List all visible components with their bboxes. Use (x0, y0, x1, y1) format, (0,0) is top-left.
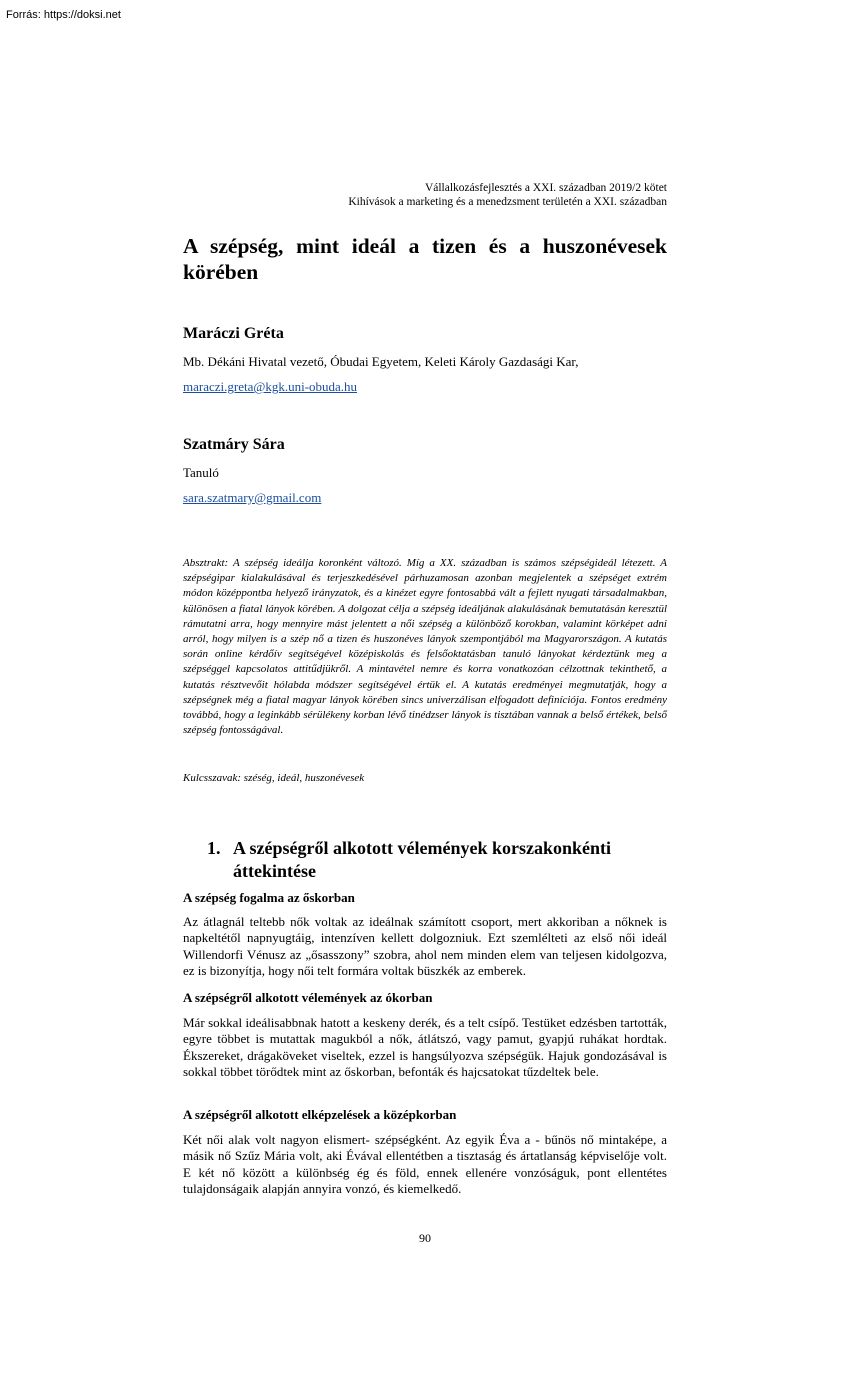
paragraph: Már sokkal ideálisabbnak hatott a keskeny derék, és a telt csípő. Testüket edzésben tartották, egyre többet is mutattak magukból a nők, átlátszó, vagy pamut, gyapjú ruhákat hordtak. Ékszereket, drágaköveket viseltek, ezzel is hangsúlyozva szépségük. Hajuk gondozásával is sokkal többet törődtek mint az őskorban, befonták és hajcsatokat tűzdeltek bele. (183, 1015, 667, 1080)
section-number: 1. (207, 838, 221, 858)
abstract: Absztrakt: A szépség ideálja koronként változó. Míg a XX. században is számos szépségideál létezett. A szépségipar kialakulásával és terjeszkedésével párhuzamosan azonban megjelentek a szépséget extrém módon középpontba helyező irányzatok, és a kinézet egyre fontosabbá vált a fejlett nyugati társadalmakban, különösen a fiatal lányok körében. A dolgozat célja a szépség ideáljának alakulásának bemutatásán keresztül rámutatni arra, hogy mennyire mást jelentett a női szépség a különböző korokban, valamint körképet adni arról, hogy milyen is a szép nő a tizen és huszonéves lányok szempontjából ma Magyarországon. A kutatás során online kérdőív segítségével középiskolás és felsőoktatásban tanuló lányokat kérdeztünk meg a szépséggel kapcsolatos attitűdjükről. A mintavétel nemre és korra vonatkozóan célzottnak tekinthető, a kutatás résztvevőit hólabda módszer segítségével értük el. A kutatás eredményei megmutatják, hogy a szépségnek még a fiatal magyar lányok körében sincs univerzálisan elfogadott definíciója. Fontos eredmény továbbá, hogy a leginkább sérülékeny korban lévő tinédzser lányok is tisztában vannak a belső értékek, belső szépség fontosságával. (183, 557, 667, 737)
section-title: A szépségről alkotott vélemények korszakonkénti áttekintése (233, 838, 611, 881)
source-note: Forrás: https://doksi.net (6, 9, 121, 21)
subsection-heading: A szépségről alkotott vélemények az ókorban (183, 990, 433, 1005)
subsection-heading: A szépségről alkotott elképzelések a középkorban (183, 1107, 457, 1122)
paragraph: Két női alak volt nagyon elismert- szépségként. Az egyik Éva a - bűnös nő mintaképe, a másik nő Szűz Mária volt, aki Évával ellentétben a tisztaság és ártatlanság képviselője volt. E két nő között a különbség ég és föld, ennek ellenére vonzóságuk, pont ellentétes tulajdonságaik alapján annyira vonzó, és kiemelkedő. (183, 1132, 667, 1197)
running-header (348, 181, 667, 209)
paragraph: Az átlagnál teltebb nők voltak az ideálnak számított csoport, mert akkoriban a nőknek is napkeltétől napnyugtáig, intenzíven kellett dolgozniuk. Ezt szemlélteti az első női ideál Willendorfi Vénusz az „ősasszony” szobra, ahol nem minden elem van teljesen kidolgozva, ez is bizonyítja, hogy női telt formára voltak büszkék az emberek. (183, 914, 667, 979)
author-name: Maráczi Gréta (183, 325, 284, 342)
keywords: Kulcsszavak: széség, ideál, huszonévesek (183, 772, 365, 784)
page-number: 90 (419, 1231, 431, 1245)
author-affiliation: Tanuló (183, 465, 219, 480)
subsection-heading: A szépség fogalma az őskorban (183, 890, 355, 905)
author-affiliation: Mb. Dékáni Hivatal vezető, Óbudai Egyetem, Keleti Károly Gazdasági Kar, (183, 354, 579, 369)
author-email-link[interactable]: maraczi.greta@kgk.uni-obuda.hu (183, 379, 358, 394)
header-line-2: Kihívások a marketing és a menedzsment területén a XXI. században (348, 196, 667, 208)
paper-title: A szépség, mint ideál a tizen és a huszonévesek körében (183, 234, 667, 284)
header-line-1: Vállalkozásfejlesztés a XXI. században 2019/2 kötet (424, 182, 667, 194)
author-email-link[interactable]: sara.szatmary@gmail.com (183, 490, 322, 505)
section-heading (207, 837, 667, 883)
author-name: Szatmáry Sára (183, 436, 285, 453)
